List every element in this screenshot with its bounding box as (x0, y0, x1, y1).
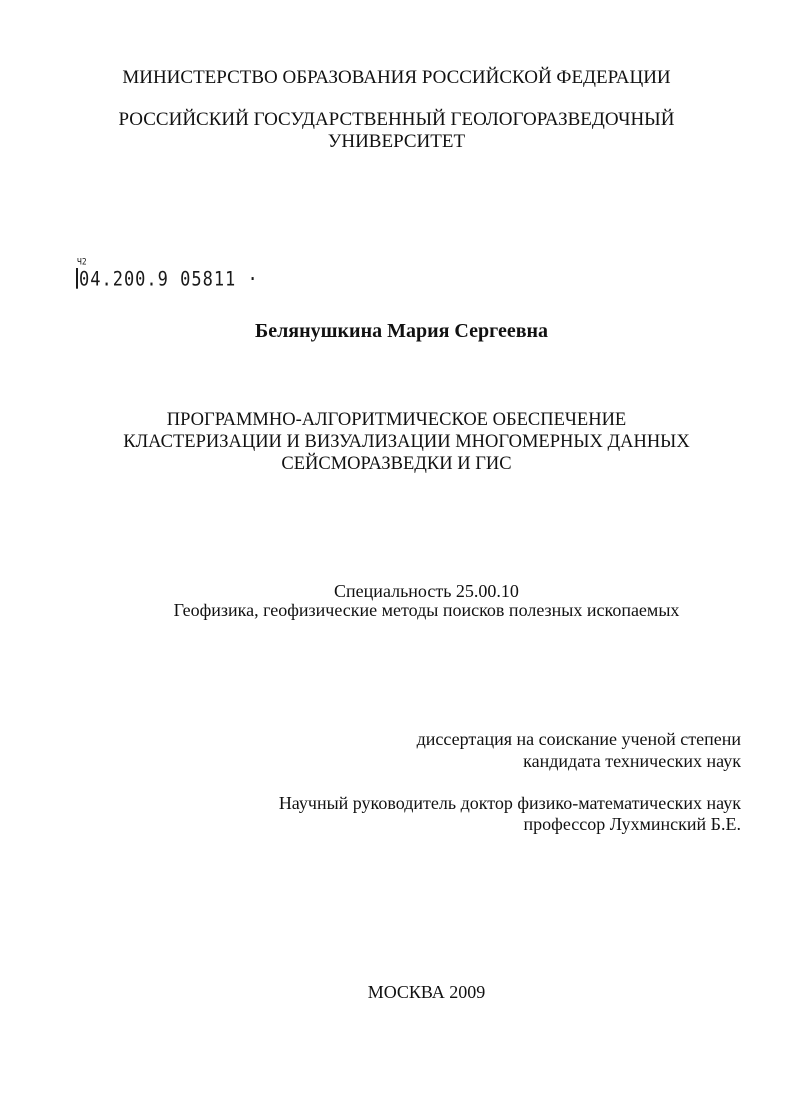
archive-stamp-dash: · (236, 268, 259, 291)
university-heading-line1: РОССИЙСКИЙ ГОСУДАРСТВЕННЫЙ ГЕОЛОГОРАЗВЕДОЧНЫЙ (118, 109, 675, 130)
specialty-code: Специальность 25.00.10 (334, 581, 519, 601)
supervisor-line2: профессор Лухминский Б.Е. (523, 814, 741, 834)
archive-stamp-digits: 04.200.9 05811 (79, 268, 237, 291)
city-year: МОСКВА 2009 (367, 982, 486, 1002)
specialty-name: Геофизика, геофизические методы поисков полезных ископаемых (173, 600, 680, 620)
thesis-title-line1: ПРОГРАММНО-АЛГОРИТМИЧЕСКОЕ ОБЕСПЕЧЕНИЕ (166, 410, 627, 430)
author-name: Белянушкина Мария Сергеевна (254, 320, 549, 342)
archive-stamp-mark: Ч2 (77, 256, 87, 267)
archive-stamp-number (76, 256, 259, 291)
degree-line2: кандидата технических наук (523, 751, 741, 771)
thesis-title-line3: СЕЙСМОРАЗВЕДКИ И ГИС (281, 454, 512, 474)
university-heading-line2: УНИВЕРСИТЕТ (327, 131, 466, 152)
archive-stamp-bar (76, 268, 78, 289)
ministry-heading: МИНИСТЕРСТВО ОБРАЗОВАНИЯ РОССИЙСКОЙ ФЕДЕРАЦИИ (122, 67, 671, 88)
supervisor-line1: Научный руководитель доктор физико-математических наук (278, 793, 741, 813)
thesis-title-line2: КЛАСТЕРИЗАЦИИ И ВИЗУАЛИЗАЦИИ МНОГОМЕРНЫХ ДАННЫХ (123, 432, 690, 452)
degree-line1: диссертация на соискание ученой степени (416, 729, 741, 749)
